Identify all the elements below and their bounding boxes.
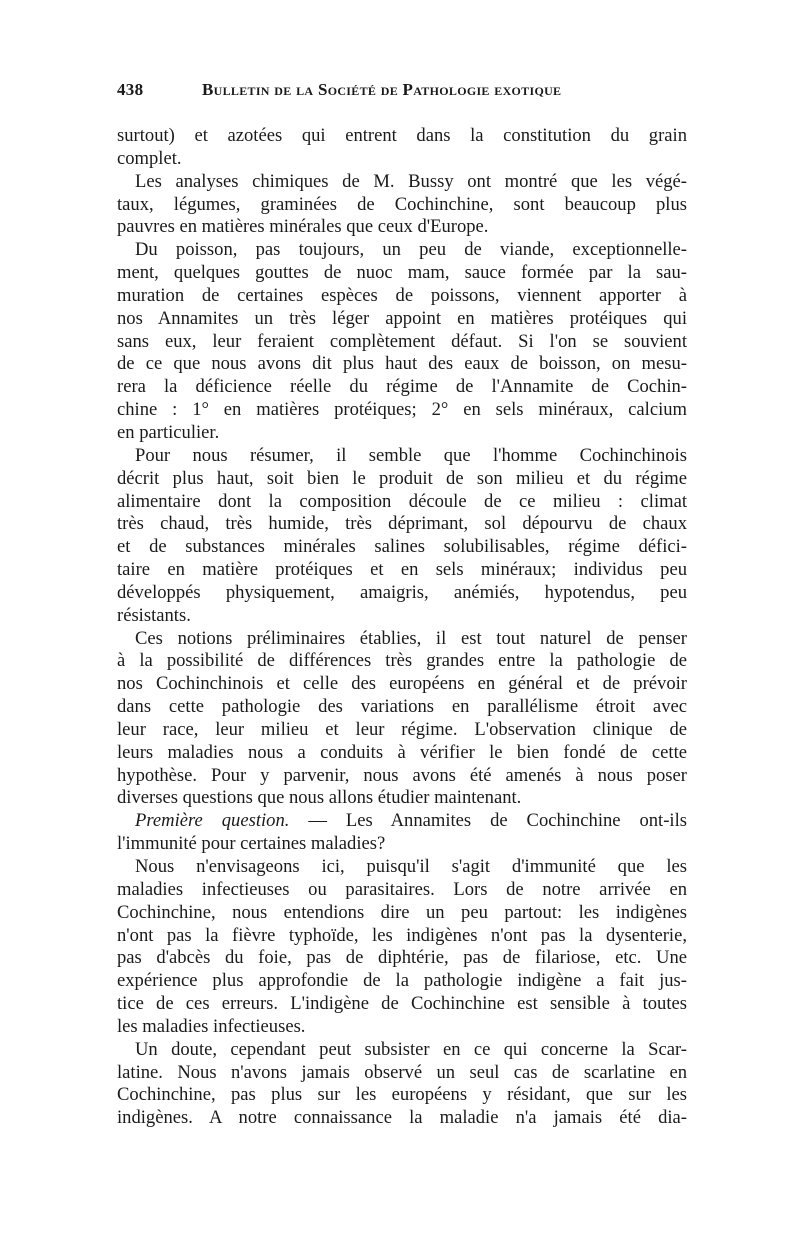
text-line: latine. Nous n'avons jamais observé un seul cas de scarlatine en [117, 1061, 687, 1083]
text-line: Nous n'envisageons ici, puisqu'il s'agit d'immunité que les [135, 856, 687, 877]
text-line: tice de ces erreurs. L'indigène de Cochinchine est sensible à toutes [117, 993, 687, 1015]
text-line: Du poisson, pas toujours, un peu de viande, exceptionnelle- [135, 239, 687, 261]
text-line: nos Annamites un très léger appoint en matières protéiques qui [117, 307, 687, 329]
text-line: leur race, leur milieu et leur régime. L'observation clinique de [117, 718, 687, 740]
running-title: Bulletin de la Société de Pathologie exotique [202, 80, 562, 99]
text-line: l'immunité pour certaines maladies? [117, 833, 386, 855]
text-line: en particulier. [117, 421, 220, 443]
text-line: décrit plus haut, soit bien le produit de son milieu et du régime [117, 467, 687, 489]
text-line: Les analyses chimiques de M. Bussy ont montré que les végé- [135, 170, 687, 192]
text-line: chine : 1° en matières protéiques; 2° en sels minéraux, calcium [117, 399, 687, 421]
page-header [117, 80, 687, 106]
text-line: complet. [117, 147, 182, 169]
text-line: diverses questions que nous allons étudier maintenant. [117, 787, 522, 809]
text-line: Pour nous résumer, il semble que l'homme Cochinchinois [135, 444, 687, 466]
text-line: rera la déficience réelle du régime de l'Annamite de Cochin- [117, 376, 687, 398]
text-line: Ces notions préliminaires établies, il est tout naturel de penser [135, 627, 687, 649]
paragraph [117, 239, 687, 445]
paragraph [117, 445, 687, 628]
text-line: surtout) et azotées qui entrent dans la constitution du grain [117, 125, 687, 146]
text-line: Cochinchine, pas plus sur les européens y résidant, que sur les [117, 1084, 687, 1106]
text-line: maladies infectieuses ou parasitaires. Lors de notre arrivée en [117, 878, 687, 900]
text-line: taux, légumes, graminées de Cochinchine, sont beaucoup plus [117, 193, 687, 215]
text-line: expérience plus approfondie de la pathologie indigène a fait jus- [117, 970, 687, 992]
paragraph [117, 856, 687, 1039]
paragraph [117, 171, 687, 240]
text-line: pas d'abcès du foie, pas de diphtérie, pas de filariose, etc. Une [117, 947, 687, 969]
text-line: pauvres en matières minérales que ceux d'Europe. [117, 216, 489, 238]
text-line: développés physiquement, amaigris, anémiés, hypotendus, peu [117, 581, 687, 603]
page-number: 438 [117, 80, 144, 99]
text-line: sans eux, leur feraient complètement défaut. Si l'on se souvient [117, 330, 687, 352]
text-line: hypothèse. Pour y parvenir, nous avons été amenés à nous poser [117, 764, 687, 786]
paragraph [117, 628, 687, 811]
text-line: indigènes. A notre connaissance la maladie n'a jamais été dia- [117, 1107, 687, 1129]
text-line: à la possibilité de différences très grandes entre la pathologie de [117, 650, 687, 672]
paragraph [117, 125, 687, 171]
text-line: alimentaire dont la composition découle de ce milieu : climat [117, 490, 687, 512]
text-line: nos Cochinchinois et celle des européens en général et de prévoir [117, 673, 687, 695]
text-line: muration de certaines espèces de poissons, viennent apporter à [117, 284, 687, 306]
paragraph [117, 1039, 687, 1130]
text-line: et de substances minérales salines solubilisables, régime défici- [117, 536, 687, 558]
text-line: taire en matière protéiques et en sels minéraux; individus peu [117, 559, 687, 581]
text-line: très chaud, très humide, très déprimant, sol dépourvu de chaux [117, 513, 687, 535]
text-line: résistants. [117, 604, 191, 626]
text-line: Cochinchine, nous entendions dire un peu partout: les indigènes [117, 901, 687, 923]
question-text: — Les Annamites de Cochinchine ont-ils [289, 810, 687, 832]
text-line: Un doute, cependant peut subsister en ce qui concerne la Scar- [135, 1038, 687, 1060]
text-line [117, 810, 687, 833]
text-line: n'ont pas la fièvre typhoïde, les indigènes n'ont pas la dysenterie, [117, 924, 687, 946]
text-line: de ce que nous avons dit plus haut des eaux de boisson, on mesu- [117, 353, 687, 375]
question-lead: Première question. [135, 810, 290, 832]
paragraph [117, 810, 687, 856]
text-line: leurs maladies nous a conduits à vérifier le bien fondé de cette [117, 741, 687, 763]
text-line: ment, quelques gouttes de nuoc mam, sauce formée par la sau- [117, 262, 687, 284]
body-text [117, 125, 687, 1130]
text-line: dans cette pathologie des variations en parallélisme étroit avec [117, 696, 687, 718]
text-line: les maladies infectieuses. [117, 1015, 306, 1037]
